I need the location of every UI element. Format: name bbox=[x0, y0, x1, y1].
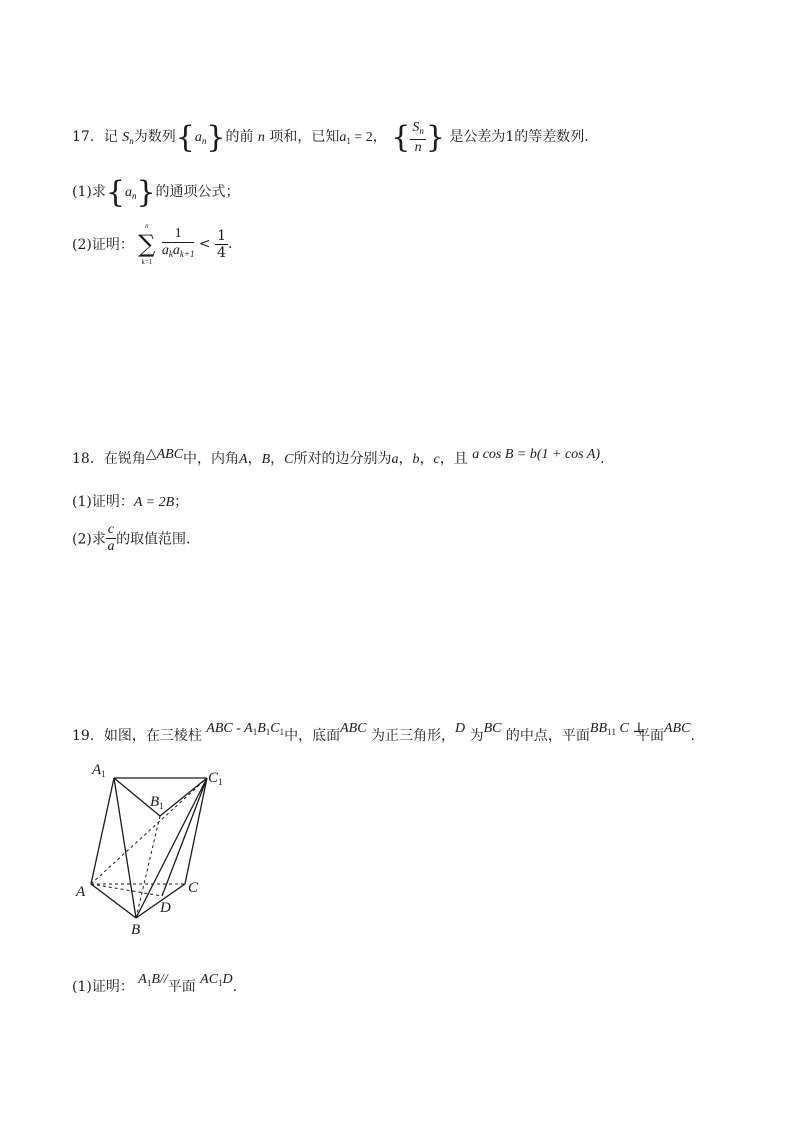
hidden-segment-a-c1 bbox=[91, 778, 207, 884]
label-c1: $C_1$ bbox=[208, 770, 223, 787]
label-a1: $A_1$ bbox=[92, 762, 106, 779]
label-d: D bbox=[160, 900, 171, 916]
label-c: C bbox=[188, 880, 199, 896]
problem-18-statement: 18．在锐角△ABC中，内角A，B，C所对的边分别为a，b，c，且 a cos B = b(1 + cos A). bbox=[72, 447, 605, 467]
problem-17-statement: 17．记 $S_n$为数列$\{a_n\}$的前 n 项和，已知$a_1 = 2$， { $\frac{S_n}{n}$ } 是公差为1的等差数列. bbox=[72, 120, 589, 155]
problem-17-part-2: (2)证明： n ∑ k=1 $\frac{1}{a_ka_{k+1}}$ < $\frac{1}{4}$ . bbox=[72, 222, 233, 266]
label-b1: $B_1$ bbox=[150, 794, 164, 811]
problem-19-statement: 19．如图，在三棱柱 ABC - $A_1B_1C_1$中，底面ABC 为正三角形，D 为BC 的中点，平面$BB_{11}$ C ⊥ 平面ABC. bbox=[72, 721, 695, 744]
problem-17-part-1: (1)求$\{a_n\}$的通项公式； bbox=[72, 175, 240, 210]
label-a: A bbox=[76, 884, 86, 900]
summation: n ∑ k=1 bbox=[138, 222, 156, 266]
hidden-edge-b-b1 bbox=[136, 816, 160, 918]
problem-18-part-2: (2)求 $\frac{c}{a}$ 的取值范围. bbox=[72, 522, 191, 554]
sn-over-n-sequence: { $\frac{S_n}{n}$ } bbox=[391, 120, 445, 155]
perpendicular-symbol: C ⊥ bbox=[616, 721, 646, 736]
edge-a-b bbox=[91, 884, 136, 918]
segment-a1-b bbox=[114, 778, 136, 918]
segment-b-c1 bbox=[136, 778, 207, 918]
problem-18-part-1: (1)证明：A = 2B； bbox=[72, 494, 189, 510]
label-b: B bbox=[131, 922, 141, 938]
triangular-prism-figure bbox=[70, 758, 240, 938]
problem-19-part-1: (1)证明： $A_1B//$平面 $AC_1D$. bbox=[72, 972, 238, 995]
hidden-segment-a-d bbox=[91, 884, 162, 896]
edge-a-a1 bbox=[91, 778, 114, 884]
condition-equation: a cos B = b(1 + cos A) bbox=[472, 447, 601, 462]
